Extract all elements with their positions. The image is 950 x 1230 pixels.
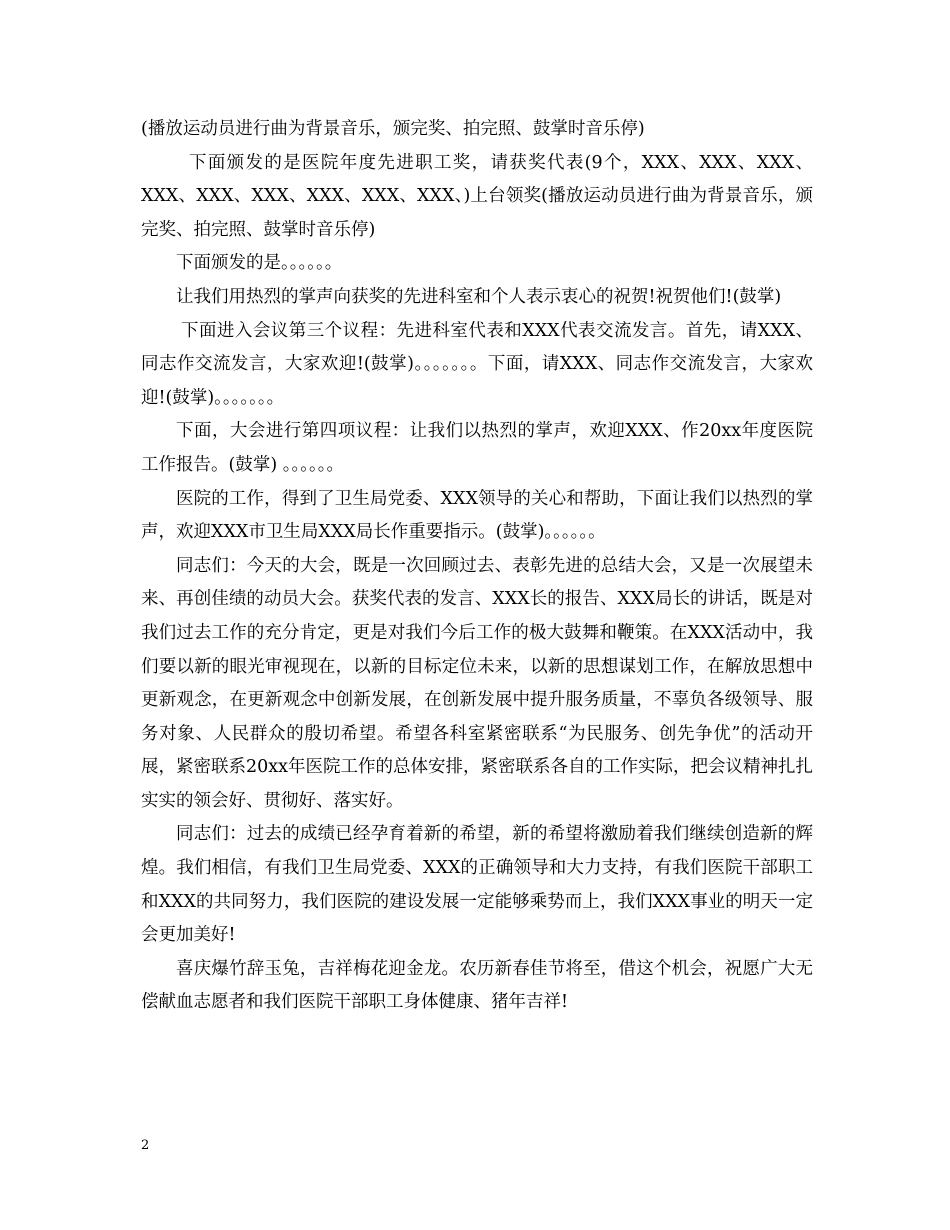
paragraph-outlook: 同志们：过去的成绩已经孕育着新的希望，新的希望将激励着我们继续创造新的辉煌。我们相信，有我们卫生局党委、XXX的正确领导和大力支持，有我们医院干部职工和XXX的共同努力，我们医院的建设发展一定能够乘势而上，我们XXX事业的明天一定会更加美好! (141, 824, 813, 946)
paragraph-award-next: 下面颁发的是。。。。。。 (176, 253, 343, 274)
page-number: 2 (141, 1138, 150, 1153)
document-body (141, 113, 813, 1020)
paragraph-agenda-four: 下面，大会进行第四项议程：让我们以热烈的掌声，欢迎XXX、作20xx年度医院工作报告。(鼓掌) 。。。。。。 (141, 421, 813, 475)
paragraph-congratulations: 让我们用热烈的掌声向获奖的先进科室和个人表示衷心的祝贺!祝贺他们!(鼓掌) (176, 286, 782, 307)
paragraph-music-note: (播放运动员进行曲为背景音乐，颁完奖、拍完照、鼓掌时音乐停) (141, 119, 645, 139)
paragraph-director-speech: 医院的工作，得到了卫生局党委、XXX领导的关心和帮助，下面让我们以热烈的掌声，欢迎XXX市卫生局XXX局长作重要指示。(鼓掌)。。。。。。 (141, 488, 813, 543)
paragraph-summary: 同志们：今天的大会，既是一次回顾过去、表彰先进的总结大会，又是一次展望未来、再创佳绩的动员大会。获奖代表的发言、XXX长的报告、XXX局长的讲话，既是对我们过去工作的充分肯定，更是对我们今后工作的极大鼓舞和鞭策。在XXX活动中，我们要以新的眼光审视现在，以新的目标定位未来，以新的思想谋划工作，在解放思想中更新观念，在更新观念中创新发展，在创新发展中提升服务质量，不辜负各级领导、服务对象、人民群众的殷切希望。希望各科室紧密联系“为民服务、创先争优”的活动开展，紧密联系20xx年医院工作的总体安排，紧密联系各自的工作实际，把会议精神扎扎实实的领会好、贯彻好、落实好。 (141, 555, 814, 811)
paragraph-award-staff: 下面颁发的是医院年度先进职工奖，请获奖代表(9个，XXX、XXX、XXX、XXX、XXX、XXX、XXX、XXX、XXX、)上台领奖(播放运动员进行曲为背景音乐，颁完奖、拍完照、鼓掌时音乐停) (141, 152, 813, 240)
paragraph-greetings: 喜庆爆竹辞玉兔，吉祥梅花迎金龙。农历新春佳节将至，借这个机会，祝愿广大无偿献血志愿者和我们医院干部职工身体健康、猪年吉祥! (141, 958, 813, 1013)
paragraph-agenda-three: 下面进入会议第三个议程：先进科室代表和XXX代表交流发言。首先，请XXX、同志作交流发言，大家欢迎!(鼓掌)。。。。。。。下面，请XXX、同志作交流发言，大家欢迎!(鼓掌)。。。。。。。 (141, 320, 813, 408)
